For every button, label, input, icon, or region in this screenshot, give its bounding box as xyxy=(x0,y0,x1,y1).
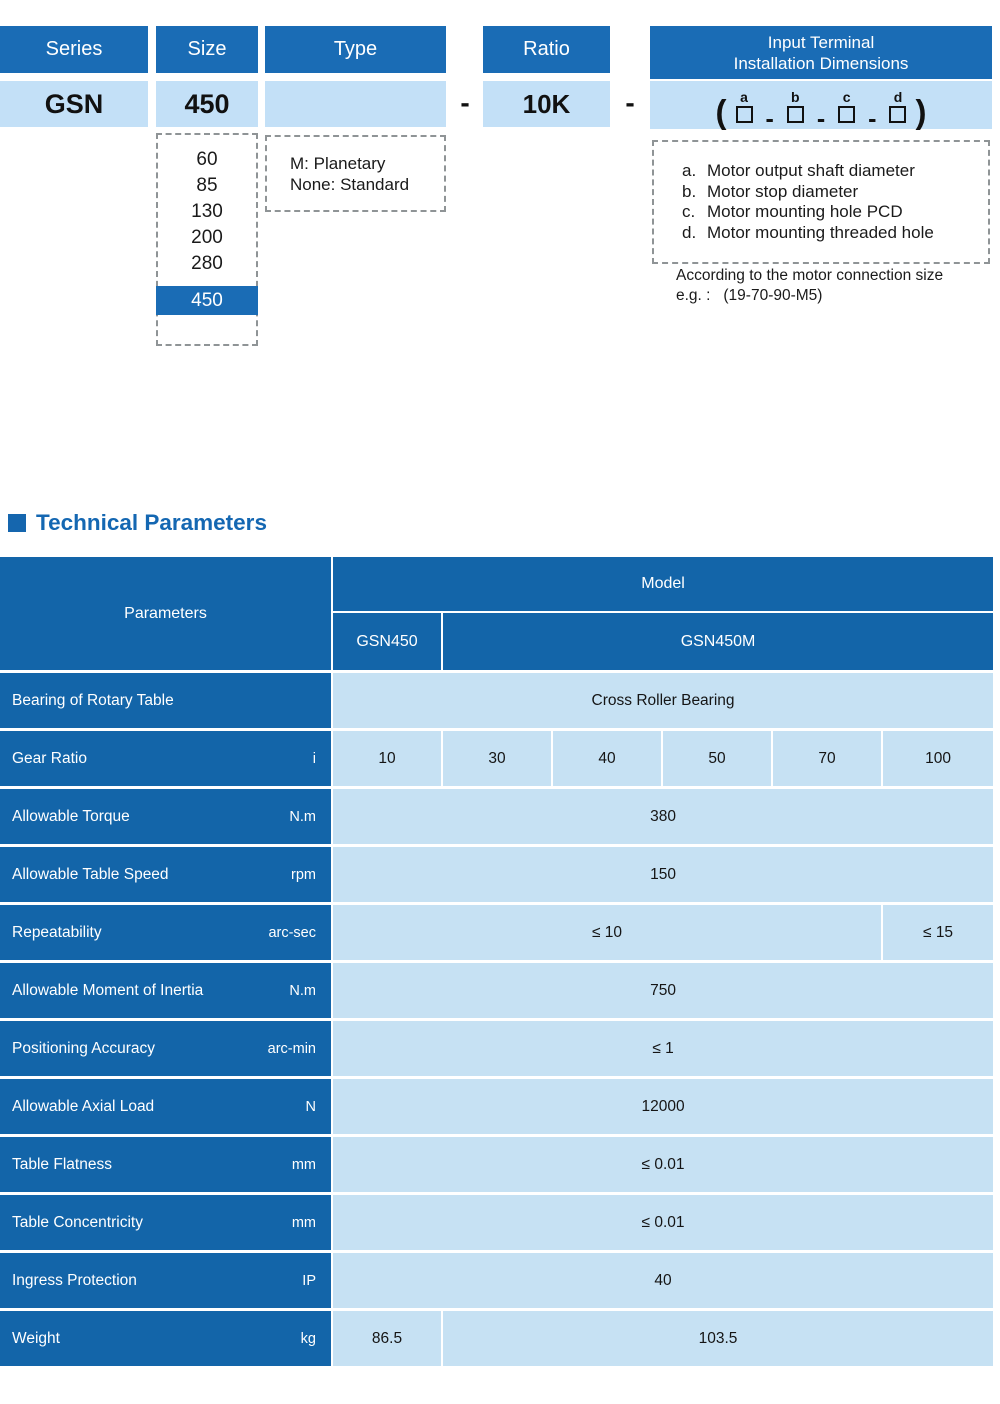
param-label-wrap xyxy=(0,1330,331,1348)
param-unit: mm xyxy=(291,1156,316,1173)
size-option: 60 xyxy=(196,149,218,170)
param-cell xyxy=(0,1253,333,1311)
param-unit: arc-sec xyxy=(268,924,316,941)
title-square-icon xyxy=(8,514,26,532)
slot-separator: - xyxy=(765,104,774,133)
size-value: 450 xyxy=(156,81,258,127)
slot-letter: a xyxy=(740,88,748,105)
param-cell xyxy=(0,789,333,847)
param-unit: N.m xyxy=(289,982,316,999)
legend-key: b. xyxy=(682,181,697,201)
table-row xyxy=(0,847,993,905)
input-terminal-header-line2: Installation Dimensions xyxy=(733,53,909,73)
param-label: Repeatability xyxy=(12,923,102,941)
param-cell xyxy=(0,1021,333,1079)
type-value xyxy=(265,81,446,127)
param-cell xyxy=(0,673,333,731)
param-label-wrap xyxy=(0,982,331,1000)
size-option-selected: 450 xyxy=(156,286,258,315)
size-option: 280 xyxy=(191,253,223,274)
value-cell: 40 xyxy=(333,1253,993,1311)
table-row xyxy=(0,731,993,789)
size-option: 200 xyxy=(191,227,223,248)
param-unit: i xyxy=(312,750,316,767)
slot-letter: d xyxy=(893,88,903,105)
legend-item xyxy=(682,182,988,203)
model-name-gsn450m: GSN450M xyxy=(443,613,993,673)
legend-key: c. xyxy=(682,202,696,221)
param-label-wrap xyxy=(0,1272,331,1290)
legend-item xyxy=(682,223,988,244)
legend-item xyxy=(682,161,988,182)
table-row xyxy=(0,789,993,847)
value-cell: 86.5 xyxy=(333,1311,443,1369)
param-label-wrap xyxy=(0,1098,331,1116)
value-cell: 50 xyxy=(663,731,773,789)
code-separator-1: - xyxy=(460,87,470,118)
param-cell xyxy=(0,1195,333,1253)
slot-separator: - xyxy=(816,104,826,133)
input-terminal-header xyxy=(650,26,992,79)
param-label: Allowable Table Speed xyxy=(12,865,169,883)
page-title: Technical Parameters xyxy=(36,510,267,535)
table-row xyxy=(0,963,993,1021)
slot-list xyxy=(736,88,907,133)
value-cell: 150 xyxy=(333,847,993,905)
legend-text: Motor stop diameter xyxy=(707,181,859,201)
param-label: Table Concentricity xyxy=(12,1213,143,1231)
legend-text: Motor mounting hole PCD xyxy=(707,202,903,221)
param-label: Table Flatness xyxy=(12,1155,112,1173)
param-unit: IP xyxy=(302,1272,316,1289)
param-label: Bearing of Rotary Table xyxy=(12,691,174,709)
type-header: Type xyxy=(265,26,446,73)
parameters-column-header: Parameters xyxy=(0,557,333,673)
param-label-wrap xyxy=(0,1040,331,1058)
size-options-box xyxy=(156,133,258,346)
code-separator-2: - xyxy=(625,87,635,118)
param-cell xyxy=(0,1079,333,1137)
value-cell: ≤ 15 xyxy=(883,905,993,963)
table-row xyxy=(0,1311,993,1369)
slot-square-icon xyxy=(889,106,906,123)
size-option: 85 xyxy=(196,175,218,196)
motor-connection-note xyxy=(676,266,943,306)
value-cell: ≤ 10 xyxy=(333,905,883,963)
close-paren: ) xyxy=(915,92,927,130)
value-cell: 10 xyxy=(333,731,443,789)
param-label: Gear Ratio xyxy=(12,749,87,767)
legend-text: Motor mounting threaded hole xyxy=(707,222,934,242)
param-cell xyxy=(0,847,333,905)
legend-key: a. xyxy=(682,161,697,180)
param-label: Weight xyxy=(12,1329,60,1347)
param-label-wrap xyxy=(0,866,331,884)
slot-letter: c xyxy=(842,88,851,105)
size-header: Size xyxy=(156,26,258,73)
param-label-wrap xyxy=(0,808,331,826)
value-cell: 103.5 xyxy=(443,1311,993,1369)
slot-square-icon xyxy=(736,106,753,123)
legend-key: d. xyxy=(682,222,697,242)
value-cell: 750 xyxy=(333,963,993,1021)
input-slot xyxy=(787,88,804,123)
slot-separator: - xyxy=(868,104,877,133)
value-cell: 12000 xyxy=(333,1079,993,1137)
value-cell: Cross Roller Bearing xyxy=(333,673,993,731)
type-note-line1: M: Planetary xyxy=(290,153,386,173)
param-unit: rpm xyxy=(291,866,316,883)
param-label-wrap xyxy=(0,1214,331,1232)
param-cell xyxy=(0,1311,333,1369)
slot-letter: b xyxy=(791,88,800,105)
size-options xyxy=(158,147,256,277)
param-cell xyxy=(0,731,333,789)
ratio-header: Ratio xyxy=(483,26,610,73)
open-paren: ( xyxy=(715,92,727,130)
model-column-header: Model xyxy=(333,557,993,613)
value-cell: ≤ 1 xyxy=(333,1021,993,1079)
table-row xyxy=(0,905,993,963)
motor-connection-note-line2: e.g. : (19-70-90-M5) xyxy=(676,287,823,304)
legend-text: Motor output shaft diameter xyxy=(707,161,915,180)
table-row xyxy=(0,1079,993,1137)
input-slot xyxy=(838,88,855,123)
param-unit: arc-min xyxy=(267,1040,316,1057)
value-cell: 30 xyxy=(443,731,553,789)
param-label: Allowable Torque xyxy=(12,807,130,825)
size-option: 130 xyxy=(191,201,223,222)
table-row xyxy=(0,673,993,731)
slot-square-icon xyxy=(787,106,804,123)
motor-connection-note-line1: According to the motor connection size xyxy=(676,267,944,284)
param-label-wrap xyxy=(0,692,331,710)
param-label: Allowable Axial Load xyxy=(12,1097,155,1115)
param-label-wrap xyxy=(0,924,331,942)
value-cell: 380 xyxy=(333,789,993,847)
param-unit: N xyxy=(305,1098,316,1115)
param-cell xyxy=(0,963,333,1021)
param-label: Ingress Protection xyxy=(12,1271,137,1289)
param-unit: mm xyxy=(291,1214,316,1231)
value-cell: 40 xyxy=(553,731,663,789)
param-cell xyxy=(0,905,333,963)
input-slot xyxy=(736,88,753,123)
ratio-value: 10K xyxy=(483,81,610,127)
input-terminal-slots xyxy=(650,88,992,133)
model-name-gsn450: GSN450 xyxy=(333,613,443,673)
table-row xyxy=(0,1137,993,1195)
slot-square-icon xyxy=(838,106,855,123)
type-note-line2: None: Standard xyxy=(290,174,410,194)
value-cell: 100 xyxy=(883,731,993,789)
input-terminal-legend xyxy=(652,140,990,264)
input-slot xyxy=(889,88,906,123)
value-cell: 70 xyxy=(773,731,883,789)
section-title xyxy=(8,510,267,536)
legend-item xyxy=(682,202,988,223)
input-terminal-value xyxy=(650,81,992,133)
table-row xyxy=(0,1253,993,1311)
series-value: GSN xyxy=(0,81,148,127)
series-header: Series xyxy=(0,26,148,73)
type-note-box xyxy=(265,135,446,212)
param-unit: N.m xyxy=(289,808,316,825)
table-row xyxy=(0,1021,993,1079)
param-label-wrap xyxy=(0,750,331,768)
param-unit: kg xyxy=(300,1330,316,1347)
param-cell xyxy=(0,1137,333,1195)
param-label: Positioning Accuracy xyxy=(12,1039,156,1057)
value-cell: ≤ 0.01 xyxy=(333,1137,993,1195)
technical-parameters-table xyxy=(0,557,993,1369)
table-row xyxy=(0,1195,993,1253)
input-terminal-header-line1: Input Terminal xyxy=(767,32,875,52)
param-label-wrap xyxy=(0,1156,331,1174)
param-label: Allowable Moment of Inertia xyxy=(12,981,204,999)
value-cell: ≤ 0.01 xyxy=(333,1195,993,1253)
